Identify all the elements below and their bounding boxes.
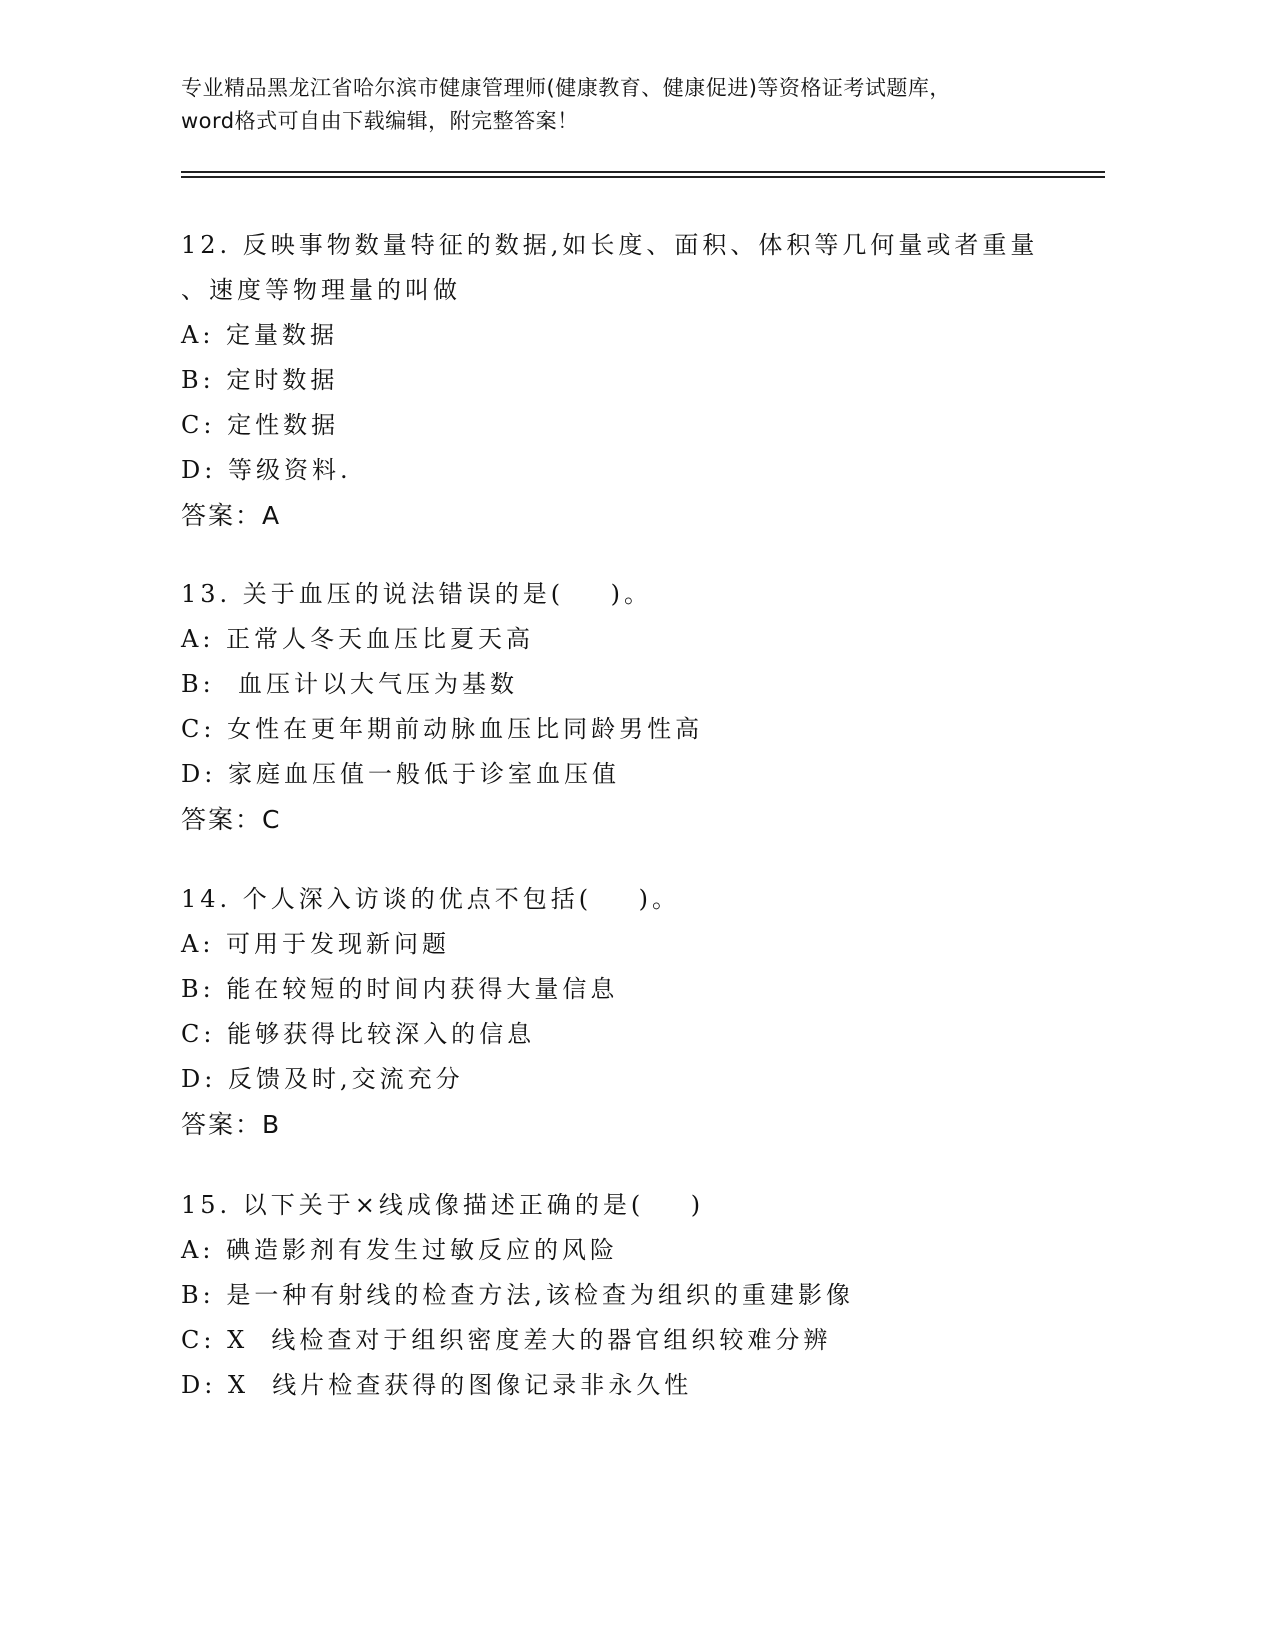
answer-text: 答案：A — [181, 501, 282, 530]
question-12 — [181, 223, 1081, 538]
option-c: C: 能够获得比较深入的信息 — [181, 1020, 536, 1048]
option-c: C: 定性数据 — [181, 411, 340, 439]
option-a: A: 定量数据 — [181, 321, 339, 349]
document-header — [181, 72, 1101, 138]
answer-text: 答案：B — [181, 1110, 282, 1139]
option-d: D: X 线片检查获得的图像记录非永久性 — [181, 1371, 693, 1399]
question-stem: 14. 个人深入访谈的优点不包括( )。 — [181, 885, 681, 913]
option-b: B: 是一种有射线的检查方法,该检查为组织的重建影像 — [181, 1281, 854, 1309]
question-stem: 13. 关于血压的说法错误的是( )。 — [181, 580, 653, 608]
option-b: B: 血压计以大气压为基数 — [181, 670, 518, 698]
option-c: C: X 线检查对于组织密度差大的器官组织较难分辨 — [181, 1326, 832, 1354]
option-d: D: 等级资料. — [181, 456, 352, 484]
question-15 — [181, 1183, 1081, 1408]
header-line-2: word格式可自由下载编辑，附完整答案！ — [181, 109, 579, 133]
option-d: D: 反馈及时,交流充分 — [181, 1065, 464, 1093]
option-a: A: 碘造影剂有发生过敏反应的风险 — [181, 1236, 619, 1264]
answer-text: 答案：C — [181, 805, 282, 834]
option-b: B: 定时数据 — [181, 366, 339, 394]
option-a: A: 正常人冬天血压比夏天高 — [181, 625, 535, 653]
header-divider-top — [181, 171, 1105, 173]
option-b: B: 能在较短的时间内获得大量信息 — [181, 975, 619, 1003]
question-stem-continued: 、速度等物理量的叫做 — [181, 276, 461, 304]
option-c: C: 女性在更年期前动脉血压比同龄男性高 — [181, 715, 704, 743]
option-d: D: 家庭血压值一般低于诊室血压值 — [181, 760, 620, 788]
question-14 — [181, 877, 1081, 1147]
question-stem: 12. 反映事物数量特征的数据,如长度、面积、体积等几何量或者重量 — [181, 231, 1039, 259]
option-a: A: 可用于发现新问题 — [181, 930, 451, 958]
question-stem: 15. 以下关于×线成像描述正确的是( ) — [181, 1191, 705, 1219]
header-divider-bottom — [181, 176, 1105, 178]
question-13 — [181, 572, 1081, 842]
header-line-1: 专业精品黑龙江省哈尔滨市健康管理师(健康教育、健康促进)等资格证考试题库， — [181, 76, 951, 100]
